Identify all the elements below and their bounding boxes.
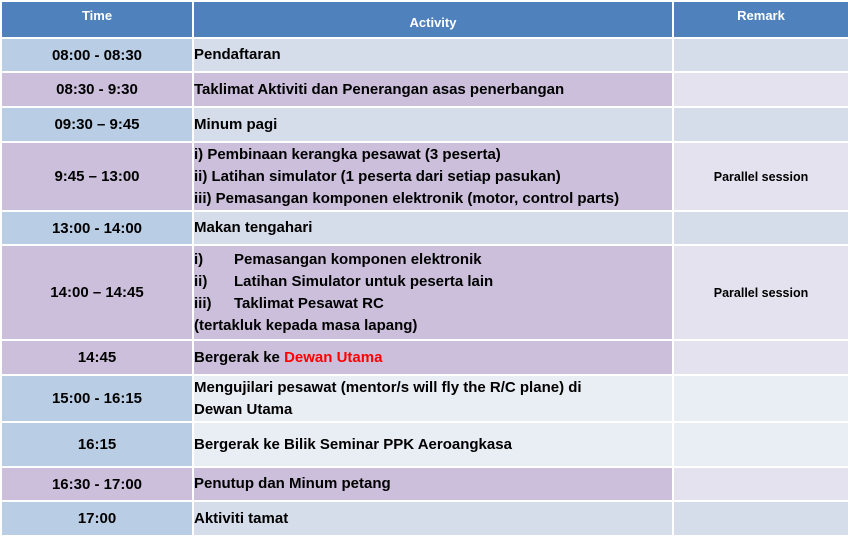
activity-cell (193, 340, 673, 375)
remark-cell (673, 72, 848, 107)
remark-cell (673, 107, 848, 142)
remark-cell: Parallel session (673, 245, 848, 340)
time-cell: 09:30 – 9:45 (1, 107, 193, 142)
remark-cell (673, 38, 848, 72)
table-row (1, 340, 848, 375)
time-cell: 14:45 (1, 340, 193, 375)
activity-cell: Pendaftaran (193, 38, 673, 72)
time-cell: 16:30 - 17:00 (1, 467, 193, 501)
activity-line: iii) Pemasangan komponen elektronik (motor, control parts) (194, 189, 620, 207)
activity-cell: Makan tengahari (193, 211, 673, 245)
table-row (1, 245, 848, 340)
table-row (1, 142, 848, 211)
activity-cell (193, 142, 673, 211)
remark-cell (673, 422, 848, 467)
table-row (1, 375, 848, 422)
time-cell: 16:15 (1, 422, 193, 467)
list-number: iii) (194, 294, 212, 312)
activity-highlight: Dewan Utama (284, 348, 383, 366)
table-row (1, 107, 848, 142)
list-text: Taklimat Pesawat RC (234, 294, 384, 312)
activity-note: (tertakluk kepada masa lapang) (194, 316, 418, 334)
activity-cell: Minum pagi (193, 107, 673, 142)
remark-cell (673, 501, 848, 536)
header-time: Time (1, 1, 193, 38)
table-row (1, 422, 848, 467)
header-remark: Remark (673, 1, 848, 38)
time-cell: 08:00 - 08:30 (1, 38, 193, 72)
remark-cell (673, 340, 848, 375)
table-row (1, 38, 848, 72)
time-cell: 9:45 – 13:00 (1, 142, 193, 211)
activity-cell: Bergerak ke Bilik Seminar PPK Aeroangkasa (193, 422, 673, 467)
header-activity: Activity (193, 1, 673, 38)
list-number: i) (194, 250, 204, 268)
remark-cell: Parallel session (673, 142, 848, 211)
table-row (1, 211, 848, 245)
activity-list-item (194, 271, 672, 293)
activity-line: i) Pembinaan kerangka pesawat (3 peserta) (194, 145, 501, 163)
remark-cell (673, 375, 848, 422)
activity-line: Mengujilari pesawat (mentor/s will fly the R/C plane) di (194, 378, 582, 396)
time-cell: 15:00 - 16:15 (1, 375, 193, 422)
activity-line: ii) Latihan simulator (1 peserta dari setiap pasukan) (194, 167, 561, 185)
list-text: Latihan Simulator untuk peserta lain (234, 272, 494, 290)
remark-cell (673, 211, 848, 245)
list-number: ii) (194, 272, 208, 290)
table-row (1, 501, 848, 536)
activity-list-item (194, 293, 672, 315)
activity-cell: Taklimat Aktiviti dan Penerangan asas penerbangan (193, 72, 673, 107)
table-row (1, 467, 848, 501)
activity-line: Dewan Utama (194, 400, 293, 418)
time-cell: 14:00 – 14:45 (1, 245, 193, 340)
activity-cell (193, 245, 673, 340)
activity-list-item (194, 249, 672, 271)
time-cell: 08:30 - 9:30 (1, 72, 193, 107)
activity-cell (193, 375, 673, 422)
time-cell: 13:00 - 14:00 (1, 211, 193, 245)
activity-text: Bergerak ke (194, 348, 285, 366)
time-cell: 17:00 (1, 501, 193, 536)
activity-cell: Penutup dan Minum petang (193, 467, 673, 501)
table-row (1, 72, 848, 107)
activity-cell: Aktiviti tamat (193, 501, 673, 536)
header-row (1, 1, 848, 38)
remark-cell (673, 467, 848, 501)
list-text: Pemasangan komponen elektronik (234, 250, 482, 268)
